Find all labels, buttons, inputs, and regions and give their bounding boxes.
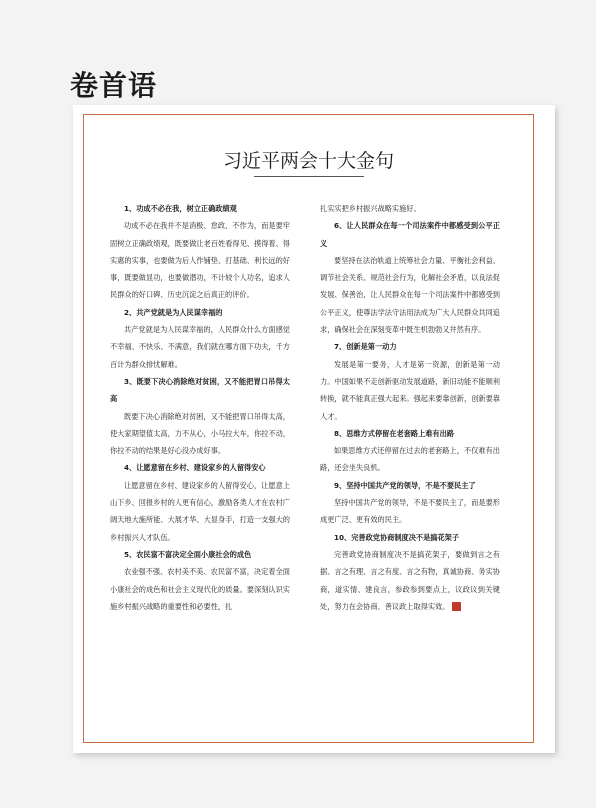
section-heading xyxy=(320,425,500,442)
section-heading xyxy=(320,217,500,252)
paragraph-text: 坚持中国共产党的领导，不是不要民主了，而是要形成更广泛、更有效的民主。 xyxy=(320,498,500,525)
section-heading xyxy=(110,546,290,563)
paragraph xyxy=(110,408,290,460)
paragraph-text: 既要下决心消除绝对贫困，又不能把胃口吊得太高，使大家期望值太高，力不从心，小马拉大车，你拉不动，你拉不动的结果是好心没办成好事。 xyxy=(110,411,290,456)
document-title: 习近平两会十大金句 xyxy=(222,150,394,172)
section-heading xyxy=(320,338,500,355)
paragraph-text: 扎实实把乡村振兴战略实施好。 xyxy=(320,204,421,213)
paragraph-text: 8、思维方式停留在老套路上难有出路 xyxy=(334,428,455,438)
paragraph xyxy=(110,563,290,615)
paragraph-text: 如果思维方式还停留在过去的老套路上，不仅难有出路，还会坐失良机。 xyxy=(320,446,500,473)
paragraph xyxy=(320,200,500,217)
paragraph-text: 要坚持在法治轨道上统筹社会力量、平衡社会利益、调节社会关系、规范社会行为，化解社会矛盾，以良法促发展、保善治，让人民群众在每一个司法案件中都感受到公平正义，使尊法学法守法用法成为广大人民群众共同追求，确保社会在深刻变革中既生机勃勃又井然有序。 xyxy=(320,255,500,335)
paragraph-text: 7、创新是第一动力 xyxy=(334,342,397,352)
paragraph-text: 1、功成不必在我，树立正确政绩观 xyxy=(124,204,237,213)
paragraph xyxy=(110,477,290,546)
paragraph-text: 发展是第一要务，人才是第一资源，创新是第一动力。中国如果不走创新驱动发展道路，新旧动能不能顺利转换，就不能真正强大起来。强起来要靠创新，创新要靠人才。 xyxy=(320,359,500,421)
paragraph-text: 3、既要下决心消除绝对贫困，又不能把胃口吊得太高 xyxy=(110,376,290,404)
section-heading xyxy=(320,477,500,494)
right-column xyxy=(320,200,500,720)
section-heading xyxy=(110,304,290,321)
paragraph-text: 10、完善政党协商制度决不是搞花架子 xyxy=(334,532,460,542)
section-title: 卷首语 xyxy=(70,69,158,102)
section-heading xyxy=(110,459,290,476)
paragraph-text: 让愿意留在乡村、建设家乡的人留得安心，让愿意上山下乡、回报乡村的人更有信心，激励各类人才在农村广阔天地大施所能、大展才华、大显身手，打造一支强大的乡村振兴人才队伍。 xyxy=(110,480,290,542)
paragraph xyxy=(110,217,290,303)
paragraph xyxy=(320,546,500,615)
title-underline xyxy=(254,176,364,177)
paragraph-text: 共产党就是为人民谋幸福的，人民群众什么方面感觉不幸福、不快乐、不满意，我们就在哪方面下功夫，千方百计为群众排忧解难。 xyxy=(110,325,290,369)
end-mark-icon: N xyxy=(452,602,461,611)
section-heading xyxy=(320,529,500,546)
paragraph xyxy=(110,321,290,373)
paragraph-text: 农业强不强、农村美不美、农民富不富，决定着全面小康社会的成色和社会主义现代化的质量。要深刻认识实施乡村振兴战略的重要性和必要性，扎 xyxy=(110,567,290,611)
paragraph xyxy=(320,442,500,477)
paragraph-text: 2、共产党就是为人民谋幸福的 xyxy=(124,307,223,317)
paragraph-text: 9、坚持中国共产党的领导，不是不要民主了 xyxy=(334,480,476,490)
paragraph xyxy=(320,356,500,425)
paragraph-text: 完善政党协商制度决不是搞花架子，要做到言之有据、言之有理、言之有度、言之有物，真诚协商、务实协商，道实情、建良言，参政参到要点上，议政议到关键处，努力在会协商、善议政上取得实效。 xyxy=(320,549,500,611)
paragraph-text: 5、农民富不富决定全面小康社会的成色 xyxy=(124,549,252,559)
paragraph-text: 4、让愿意留在乡村、建设家乡的人留得安心 xyxy=(124,463,266,473)
paragraph xyxy=(320,252,500,338)
paragraph-text: 功成不必在我并不是消极、怠政、不作为，而是要牢固树立正确政绩观，既要做让老百姓看得见、摸得着、得实惠的实事，也要做为后人作铺垫、打基础、利长远的好事，既要做显功，也要做潜功，不计较个人功名，追求人民群众的好口碑、历史沉淀之后真正的评价。 xyxy=(110,221,290,300)
left-column xyxy=(110,200,290,720)
paragraph-text: 6、让人民群众在每一个司法案件中都感受到公平正义 xyxy=(320,221,500,248)
section-heading xyxy=(110,373,290,408)
section-heading xyxy=(110,200,290,217)
paragraph xyxy=(320,494,500,529)
